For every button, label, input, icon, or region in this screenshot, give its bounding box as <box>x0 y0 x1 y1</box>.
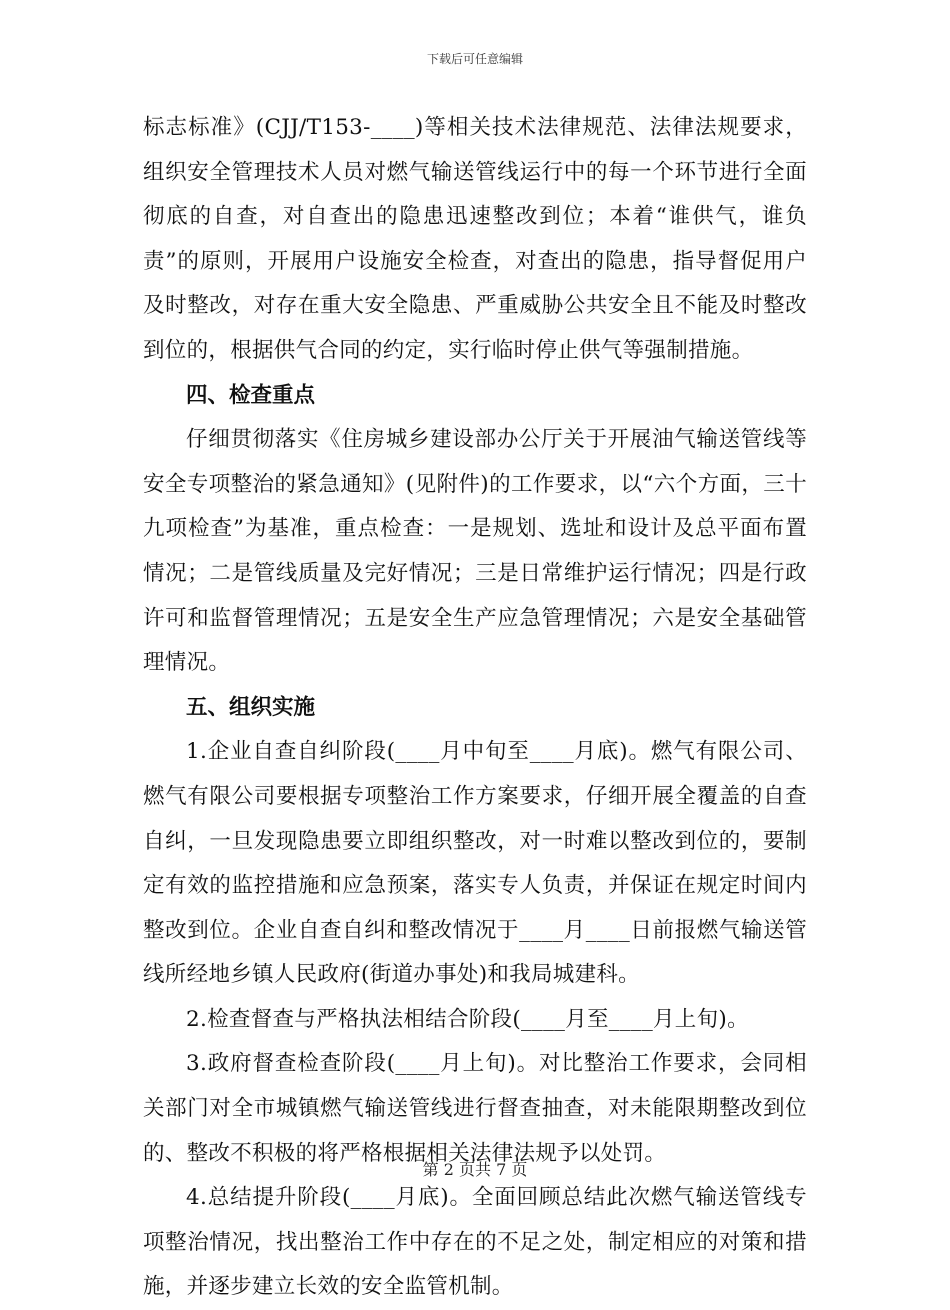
continued-paragraph: 标志标准》(CJJ/T153-____)等相关技术法律规范、法律法规要求，组织安全管理技术人员对燃气输送管线运行中的每一个环节进行全面彻底的自查，对自查出的隐患迅速整改到位；本着“谁供气，谁负责”的原则，开展用户设施安全检查，对查出的隐患，指导督促用户及时整改，对存在重大安全隐患、严重威胁公共安全且不能及时整改到位的，根据供气合同的约定，实行临时停止供气等强制措施。 <box>143 115 807 363</box>
stage-item-3: 3.政府督查检查阶段(____月上旬)。对比整治工作要求，会同相关部门对全市城镇燃气输送管线进行督查抽查，对未能限期整改到位的、整改不积极的将严格根据相关法律法规予以处罚。 <box>143 1051 807 1166</box>
stage-item-4: 4.总结提升阶段(____月底)。全面回顾总结此次燃气输送管线专项整治情况，找出整治工作中存在的不足之处，制定相应的对策和措施，并逐步建立长效的安全监管机制。 <box>143 1185 807 1300</box>
stage-item-2: 2.检查督查与严格执法相结合阶段(____月至____月上旬)。 <box>186 1006 749 1032</box>
inspection-focus-paragraph: 仔细贯彻落实《住房城乡建设部办公厅关于开展油气输送管线等安全专项整治的紧急通知》(见附件)的工作要求，以“六个方面，三十九项检查”为基准，重点检查：一是规划、选址和设计及总平面布置情况；二是管线质量及完好情况；三是日常维护运行情况；四是行政许可和监督管理情况；五是安全生产应急管理情况；六是安全基础管理情况。 <box>143 427 807 676</box>
stage-item-1: 1.企业自查自纠阶段(____月中旬至____月底)。燃气有限公司、燃气有限公司要根据专项整治工作方案要求，仔细开展全覆盖的自查自纠，一旦发现隐患要立即组织整改，对一时难以整改到位的，要制定有效的监控措施和应急预案，落实专人负责，并保证在规定时间内整改到位。企业自查自纠和整改情况于____月____日前报燃气输送管线所经地乡镇人民政府(街道办事处)和我局城建科。 <box>143 739 807 988</box>
section-heading-5: 五、组织实施 <box>186 694 316 720</box>
page-footer: 第 2 页共 7 页 <box>422 1160 528 1179</box>
document-body <box>143 106 807 1310</box>
page-header: 下载后可任意编辑 <box>426 52 523 66</box>
section-heading-4: 四、检查重点 <box>186 382 316 408</box>
